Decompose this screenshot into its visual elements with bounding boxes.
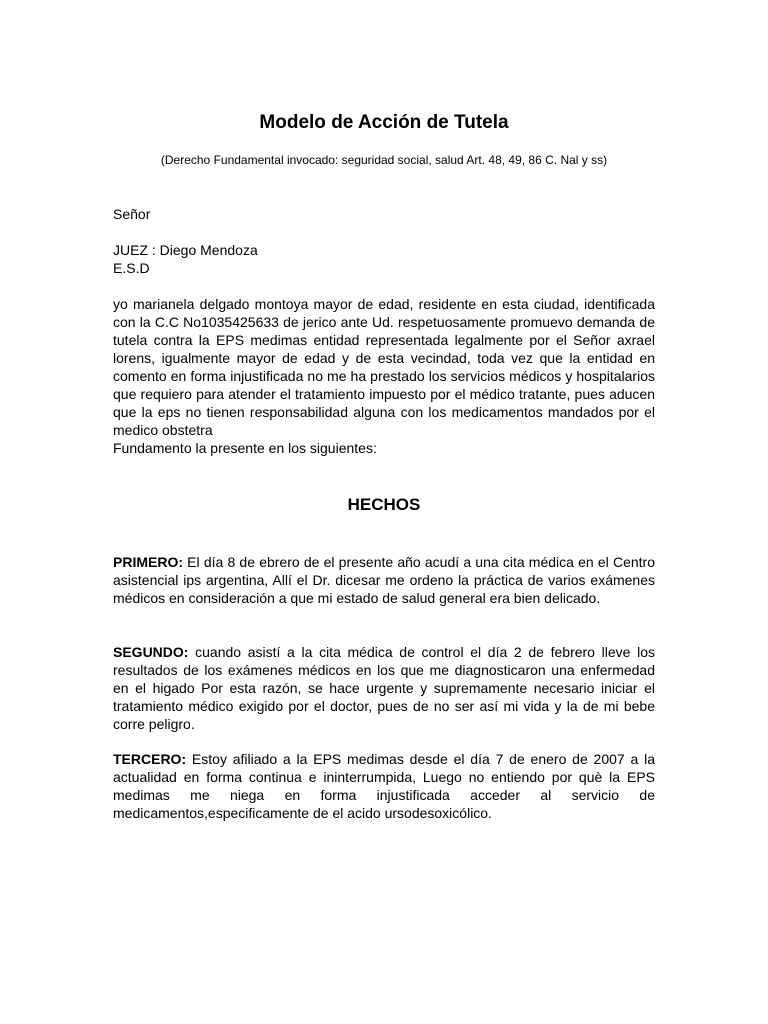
addressee-esd: E.S.D bbox=[113, 260, 150, 276]
fact-segundo bbox=[113, 643, 655, 733]
intro-text: yo marianela delgado montoya mayor de edad, residente en esta ciudad, identificada con la C.C No1035425633 de jerico ante Ud. respetuosamente promuevo demanda de tutela contra la EPS medimas entidad representada legalmente por el Señor axrael lorens, igualmente mayor de edad y de esta vecindad, toda vez que la entidad en comento en forma injustificada no me ha prestado los servicios médicos y hospitalarios que requiero para atender el tratamiento impuesto por el médico tratante, pues aducen que la eps no tienen responsabilidad alguna con los medicamentos mandados por el medico obstetra bbox=[113, 296, 655, 438]
fact-primero bbox=[113, 553, 655, 607]
section-heading-hechos: HECHOS bbox=[347, 495, 421, 514]
intro-closing: Fundamento la presente en los siguientes: bbox=[113, 440, 377, 456]
fact-tercero bbox=[113, 750, 655, 822]
intro-paragraph bbox=[113, 295, 655, 457]
fact-text: cuando asistí a la cita médica de control el día 2 de febrero lleve los resultados de los exámenes médicos en los que me diagnosticaron una enfermedad en el higado Por esta razón, se hace urgente y supremamente necesario iniciar el tratamiento médico exigido por el doctor, pues de no ser así mi vida y la de mi bebe corre peligro. bbox=[113, 644, 655, 732]
document-title: Modelo de Acción de Tutela bbox=[259, 112, 509, 133]
addressee-judge: JUEZ : Diego Mendoza bbox=[113, 242, 258, 258]
fact-label: PRIMERO: bbox=[113, 554, 183, 570]
fact-text: Estoy afiliado a la EPS medimas desde el día 7 de enero de 2007 a la actualidad en forma continua e ininterrumpida, Luego no entiendo por què la EPS medimas me niega en forma injustificada acceder al servicio de medicamentos,especificamente de el acido ursodesoxicólico. bbox=[113, 751, 655, 821]
addressee bbox=[113, 241, 655, 277]
fact-label: TERCERO: bbox=[113, 751, 187, 767]
salutation: Señor bbox=[113, 206, 151, 222]
fact-text: El día 8 de ebrero de el presente año acudí a una cita médica en el Centro asistencial ips argentina, Allí el Dr. dicesar me ordeno la práctica de varios exámenes médicos en consideración a que mi estado de salud general era bien delicado. bbox=[113, 554, 655, 606]
fact-label: SEGUNDO: bbox=[113, 644, 189, 660]
document-subtitle: (Derecho Fundamental invocado: seguridad social, salud Art. 48, 49, 86 C. Nal y ss) bbox=[160, 153, 608, 167]
